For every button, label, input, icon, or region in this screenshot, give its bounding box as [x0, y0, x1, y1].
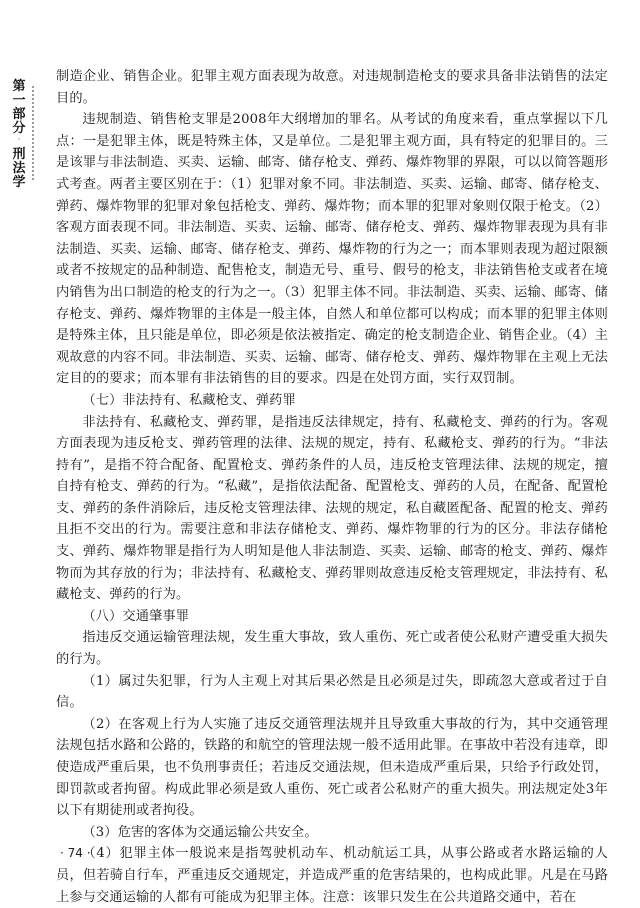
page-number: · 74 ·	[60, 846, 91, 860]
section-marker-bar	[32, 86, 34, 182]
tab-separator: ·	[17, 135, 21, 145]
paragraph: 制造企业、销售企业。犯罪主观方面表现为故意。对违规制造枪支的要求具备非法销售的法定目的。	[56, 69, 608, 106]
section-heading: （七）非法持有、私藏枪支、弹药罪	[82, 392, 296, 408]
list-item: （4）犯罪主体一般说来是指驾驶机动车、机动航运工具，从事公路或者水路运输的人员，但若骑自行车，严重违反交通规定，并造成严重的危害结果的，也构成此罪。凡是在马路上参与交通运输的人都有可能成为犯罪主体。注意：该罪只发生在公共道路交通中，若在	[56, 846, 608, 905]
paragraph: 违规制造、销售枪支罪是2008年大纲增加的罪名。从考试的角度来看，重点掌握以下几点：一是犯罪主体，既是特殊主体，又是单位。二是犯罪主观方面，具有特定的犯罪目的。三是该罪与非法制造、买卖、运输、邮寄、储存枪支、弹药、爆炸物罪的界限，可以以简答题形式考查。两者主要区别在于：（1）犯罪对象不同。非法制造、买卖、运输、邮寄、储存枪支、弹药、爆炸物罪的犯罪对象包括枪支、弹药、爆炸物；而本罪的犯罪对象则仅限于枪支。（2）客观方面表现不同。非法制造、买卖、运输、邮寄、储存枪支、弹药、爆炸物罪表现为具有非法制造、买卖、运输、邮寄、储存枪支、弹药、爆炸物的行为之一；而本罪则表现为超过限额或者不按规定的品种制造、配售枪支，制造无号、重号、假号的枪支，非法销售枪支或者在境内销售为出口制造的枪支的行为之一。（3）犯罪主体不同。非法制造、买卖、运输、邮寄、储存枪支、弹药、爆炸物罪的主体是一般主体，自然人和单位都可以构成；而本罪的犯罪主体则是特殊主体，且只能是单位，即必须是依法被指定、确定的枪支制造企业、销售企业。（4）主观故意的内容不同。非法制造、买卖、运输、邮寄、储存枪支、弹药、爆炸物罪在主观上无法定目的的要求；而本罪有非法销售的目的要求。四是在处罚方面，实行双罚制。	[56, 112, 608, 387]
paragraph: 指违反交通运输管理法规，发生重大事故，致人重伤、死亡或者使公私财产遭受重大损失的行为。	[56, 630, 608, 668]
section-label: 刑法学	[12, 147, 26, 190]
page-body	[56, 66, 608, 908]
part-label: 第一部分	[12, 79, 26, 136]
paragraph: 非法持有、私藏枪支、弹药罪，是指违反法律规定，持有、私藏枪支、弹药的行为。客观方面表现为违反枪支、弹药管理的法律、法规的规定，持有、私藏枪支、弹药的行为。“非法持有”，是指不符合配备、配置枪支、弹药条件的人员，违反枪支管理法律、法规的规定，擅自持有枪支、弹药的行为。“私藏”，是指依法配备、配置枪支、弹药的人员，在配备、配置枪支、弹药的条件消除后，违反枪支管理法律、法规的规定，私自藏匿配备、配置的枪支、弹药且拒不交出的行为。需要注意和非法存储枪支、弹药、爆炸物罪的行为的区分。非法存储枪支、弹药、爆炸物罪是指行为人明知是他人非法制造、买卖、运输、邮寄的枪支、弹药、爆炸物而为其存放的行为；非法持有、私藏枪支、弹药罪则故意违反枪支管理规定，非法持有、私藏枪支、弹药的行为。	[56, 414, 608, 603]
list-item: （2）在客观上行为人实施了违反交通管理法规并且导致重大事故的行为，其中交通管理法规包括水路和公路的，铁路的和航空的管理法规一般不适用此罪。在事故中若没有违章，即使造成严重后果，也不负刑事责任；若违反交通法规，但未造成严重后果，只给予行政处罚，即罚款或者拘留。构成此罪必须是致人重伤、死亡或者公私财产的重大损失。刑法规定处3年以下有期徒刑或者拘役。	[56, 716, 608, 819]
section-tab	[8, 80, 30, 190]
section-heading: （八）交通肇事罪	[82, 608, 190, 624]
list-item: （1）属过失犯罪，行为人主观上对其后果必然是且必须是过失，即疏忽大意或者过于自信。	[56, 673, 608, 711]
list-item: （3）危害的客体为交通运输公共安全。	[82, 824, 318, 840]
